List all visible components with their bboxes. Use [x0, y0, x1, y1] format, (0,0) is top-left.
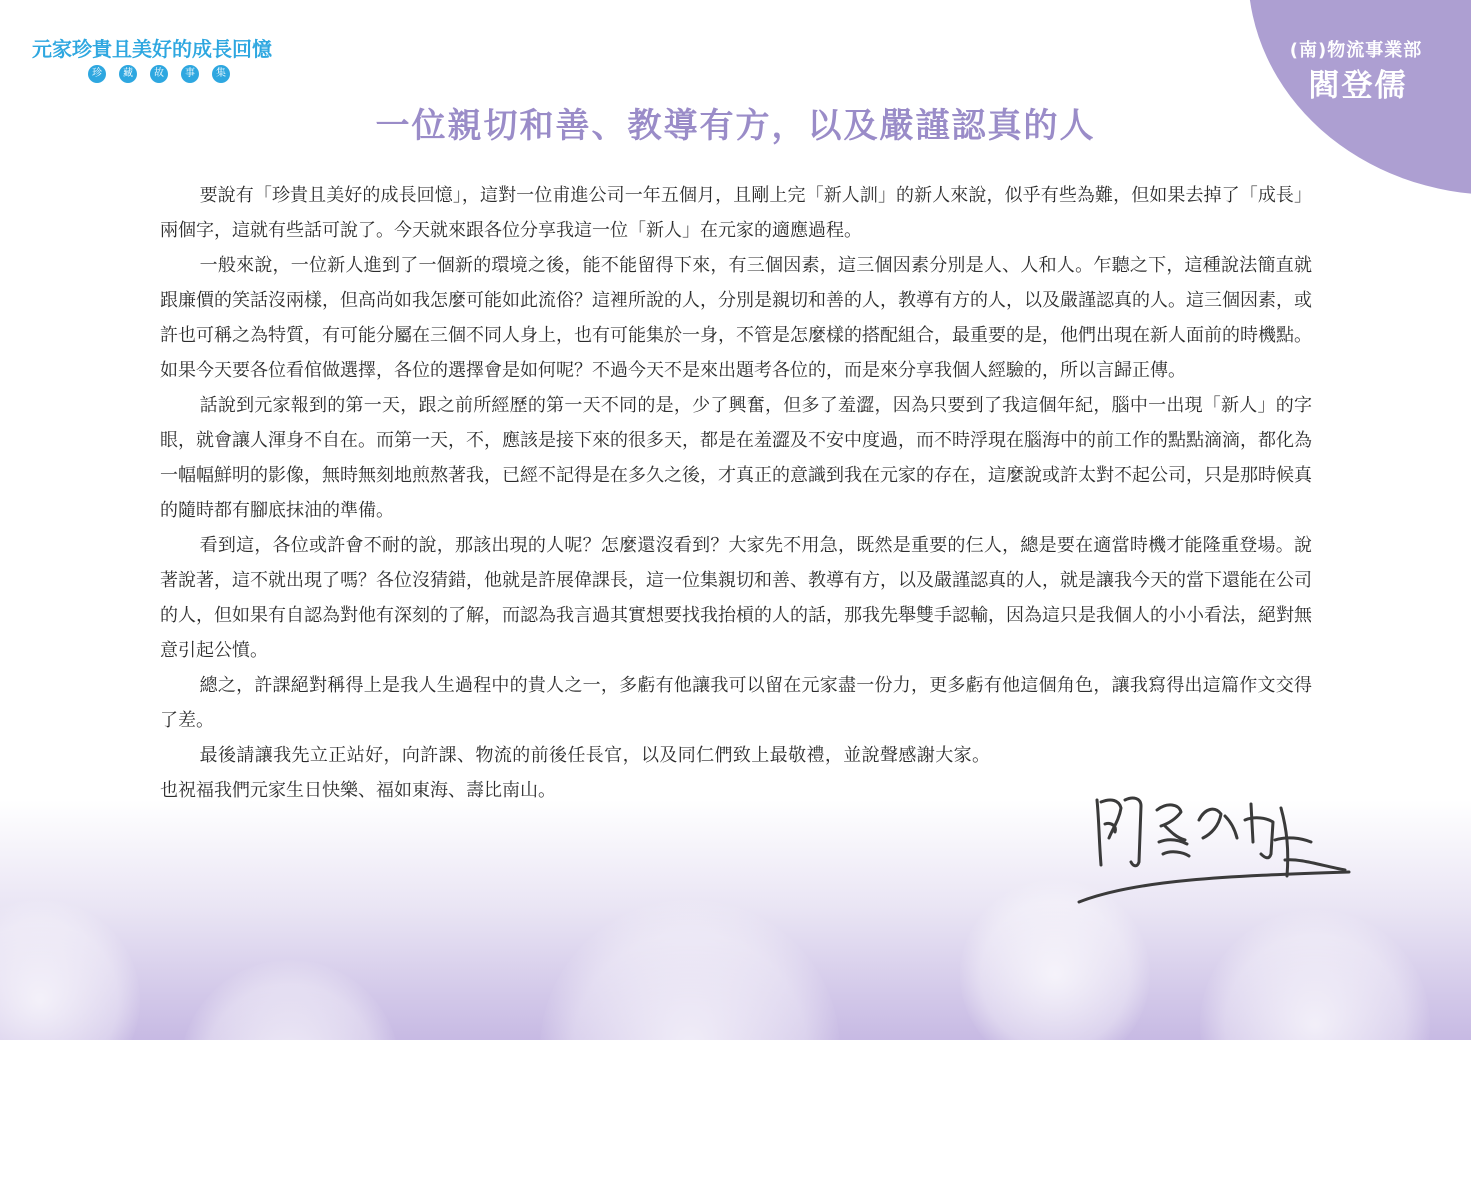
- paragraph: 總之，許課絕對稱得上是我人生過程中的貴人之一，多虧有他讓我可以留在元家盡一份力，更多虧有他這個角色，讓我寫得出這篇作文交得了差。: [160, 675, 1312, 731]
- signature-icon: [1075, 780, 1355, 910]
- paragraph: 一般來說，一位新人進到了一個新的環境之後，能不能留得下來，有三個因素，這三個因素分別是人、人和人。乍聽之下，這種說法簡直就跟廉價的笑話沒兩樣，但高尚如我怎麼可能如此流俗？這裡所說的人，分別是親切和善的人，教導有方的人，以及嚴謹認真的人。這三個因素，或許也可稱之為特質，有可能分屬在三個不同人身上，也有可能集於一身，不管是怎麼樣的搭配組合，最重要的是，他們出現在新人面前的時機點。如果今天要各位看倌做選擇，各位的選擇會是如何呢？不過今天不是來出題考各位的，而是來分享我個人經驗的，所以言歸正傳。: [160, 255, 1312, 381]
- article-body: [160, 178, 1312, 808]
- paragraph: 最後請讓我先立正站好，向許課、物流的前後任長官，以及同仁們致上最敬禮，並說聲感謝大家。也祝福我們元家生日快樂、福如東海、壽比南山。: [160, 745, 990, 801]
- bokeh-circle: [540, 900, 840, 1200]
- logo-title: 元家珍貴且美好的成長回憶: [32, 37, 272, 61]
- article-title: 一位親切和善、教導有方，以及嚴謹認真的人: [375, 106, 1096, 146]
- logo-sub-char: 集: [212, 65, 230, 83]
- author-name: 閻登儒: [1308, 68, 1408, 104]
- paragraph: 看到這，各位或許會不耐的說，那該出現的人呢？怎麼還沒看到？大家先不用急，既然是重要的仨人，總是要在適當時機才能隆重登場。說著說著，這不就出現了嗎？各位沒猜錯，他就是許展偉課長，這一位集親切和善、教導有方，以及嚴謹認真的人，就是讓我今天的當下還能在公司的人，但如果有自認為對他有深刻的了解，而認為我言過其實想要找我抬槓的人的話，那我先舉雙手認輸，因為這只是我個人的小小看法，絕對無意引起公憤。: [160, 535, 1312, 661]
- department-label: (南)物流事業部: [1289, 40, 1423, 61]
- paragraph: 話說到元家報到的第一天，跟之前所經歷的第一天不同的是，少了興奮，但多了羞澀，因為只要到了我這個年紀，腦中一出現「新人」的字眼，就會讓人渾身不自在。而第一天，不，應該是接下來的很多天，都是在羞澀及不安中度過，而不時浮現在腦海中的前工作的點點滴滴，都化為一幅幅鮮明的影像，無時無刻地煎熬著我，已經不記得是在多久之後，才真正的意識到我在元家的存在，這麼說或許太對不起公司，只是那時候真的隨時都有腳底抹油的準備。: [160, 395, 1312, 521]
- logo-sub-char: 故: [150, 65, 168, 83]
- logo-sub-char: 珍: [88, 65, 106, 83]
- bokeh-circle: [180, 960, 400, 1180]
- handwritten-signature: [1075, 780, 1355, 914]
- paragraph: 要說有「珍貴且美好的成長回憶」，這對一位甫進公司一年五個月，且剛上完「新人訓」的新人來說，似乎有些為難，但如果去掉了「成長」兩個字，這就有些話可說了。今天就來跟各位分享我這一位「新人」在元家的適應過程。: [160, 185, 1312, 241]
- logo-sub-char: 藏: [119, 65, 137, 83]
- logo-subtitle: [88, 65, 230, 83]
- logo-sub-char: 事: [181, 65, 199, 83]
- bokeh-circle: [1200, 910, 1430, 1140]
